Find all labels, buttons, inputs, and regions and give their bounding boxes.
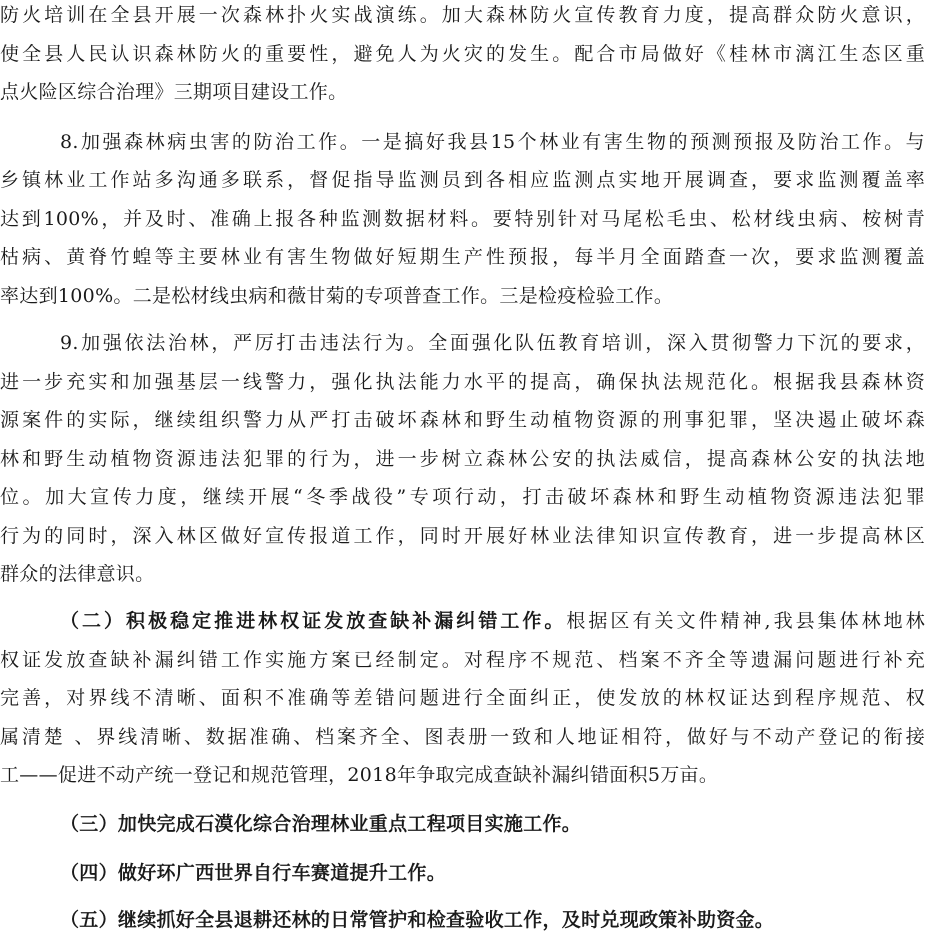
paragraph-line: 权证发放查缺补漏纠错工作实施方案已经制定。对程序不规范、档案不齐全等遗漏问题进行补充 xyxy=(0,649,925,671)
section-heading: （三）加快完成石漠化综合治理林业重点工程项目实施工作。 xyxy=(60,813,582,835)
paragraph-line: 枯病、黄脊竹蝗等主要林业有害生物做好短期生产性预报，每半月全面踏查一次，要求监测覆盖 xyxy=(0,246,925,268)
section-heading: （二）积极稳定推进林权证发放查缺补漏纠错工作。 xyxy=(60,610,567,632)
paragraph-line: 乡镇林业工作站多沟通多联系，督促指导监测员到各相应监测点实地开展调查，要求监测覆盖率 xyxy=(0,169,925,191)
paragraph-line: 使全县人民认识森林防火的重要性，避免人为火灾的发生。配合市局做好《桂林市漓江生态区重 xyxy=(0,43,925,65)
section-heading: （五）继续抓好全县退耕还林的日常管护和检查验收工作，及时兑现政策补助资金。 xyxy=(60,909,775,931)
paragraph-line: 源案件的实际，继续组织警力从严打击破坏森林和野生动植物资源的刑事犯罪，坚决遏止破坏森 xyxy=(0,409,925,431)
paragraph-line: 属清楚 、界线清晰、数据准确、档案齐全、图表册一致和人地证相符，做好与不动产登记的衔接 xyxy=(0,726,925,748)
paragraph-line: 点火险区综合治理》三期项目建设工作。 xyxy=(0,81,348,103)
paragraph-line: 位。加大宣传力度，继续开展“冬季战役”专项行动，打击破坏森林和野生动植物资源违法犯罪 xyxy=(0,486,925,508)
section-heading: （四）做好环广西世界自行车赛道提升工作。 xyxy=(60,862,447,884)
paragraph-line: 达到100%，并及时、准确上报各种监测数据材料。要特别针对马尾松毛虫、松材线虫病、桉树青 xyxy=(0,208,925,230)
section-heading-continuation: 根据区有关文件精神,我县集体林地林 xyxy=(566,610,925,632)
paragraph-line: 进一步充实和加强基层一线警力，强化执法能力水平的提高，确保执法规范化。根据我县森林资 xyxy=(0,371,925,393)
paragraph-line: 9.加强依法治林，严厉打击违法行为。全面强化队伍教育培训，深入贯彻警力下沉的要求， xyxy=(60,332,925,354)
paragraph-line: 8.加强森林病虫害的防治工作。一是搞好我县15个林业有害生物的预测预报及防治工作。与 xyxy=(60,131,925,153)
paragraph-line: 完善，对界线不清晰、面积不准确等差错问题进行全面纠正，使发放的林权证达到程序规范、权 xyxy=(0,687,925,709)
paragraph-line: 工——促进不动产统一登记和规范管理，2018年争取完成查缺补漏纠错面积5万亩。 xyxy=(0,764,719,786)
paragraph-line: 群众的法律意识。 xyxy=(0,563,155,585)
paragraph-line: 林和野生动植物资源违法犯罪的行为，进一步树立森林公安的执法威信，提高森林公安的执法地 xyxy=(0,448,925,470)
section-heading-line xyxy=(60,606,925,636)
paragraph-line: 防火培训在全县开展一次森林扑火实战演练。加大森林防火宣传教育力度，提高群众防火意识， xyxy=(0,4,925,26)
paragraph-line: 率达到100%。二是松材线虫病和薇甘菊的专项普查工作。三是检疫检验工作。 xyxy=(0,285,674,307)
paragraph-line: 行为的同时，深入林区做好宣传报道工作，同时开展好林业法律知识宣传教育，进一步提高林区 xyxy=(0,525,925,547)
